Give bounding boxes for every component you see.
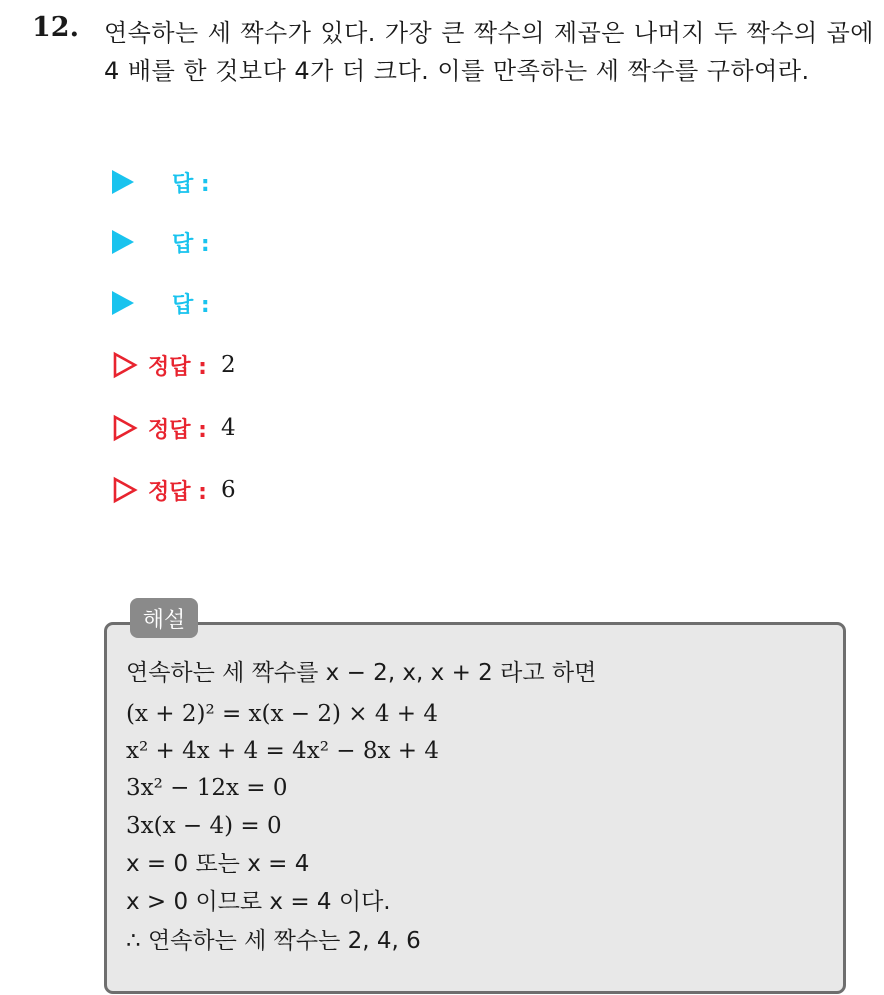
correct-answer-label: 정답 : <box>148 417 207 443</box>
correct-answer-row <box>112 347 236 383</box>
answer-row[interactable] <box>112 285 210 321</box>
question-number: 12. <box>32 12 79 43</box>
explanation-tab: 해설 <box>130 598 198 638</box>
outline-triangle-icon <box>112 476 138 504</box>
solution-line: x = 0 또는 x = 4 <box>126 851 310 877</box>
play-icon <box>112 291 134 315</box>
correct-answer-row <box>112 472 236 508</box>
answer-row[interactable] <box>112 164 210 200</box>
question-text: 연속하는 세 짝수가 있다. 가장 큰 짝수의 제곱은 나머지 두 짝수의 곱에 4 배를 한 것보다 4가 더 크다. 이를 만족하는 세 짝수를 구하여라. <box>104 19 874 85</box>
outline-triangle-icon <box>112 351 138 379</box>
solution-line: 3x² − 12x = 0 <box>126 775 288 801</box>
correct-answer-value: 4 <box>220 415 236 441</box>
correct-answer-value: 6 <box>220 477 236 503</box>
solution-line: 3x(x − 4) = 0 <box>126 813 282 839</box>
solution-line: 연속하는 세 짝수를 x − 2, x, x + 2 라고 하면 <box>126 660 597 686</box>
correct-answer-label: 정답 : <box>148 479 207 505</box>
correct-answer-label: 정답 : <box>148 354 207 380</box>
correct-answer-row <box>112 410 236 446</box>
play-icon <box>112 170 134 194</box>
answer-label: 답 : <box>172 231 210 257</box>
solution-line: (x + 2)² = x(x − 2) × 4 + 4 <box>126 701 439 727</box>
answer-label: 답 : <box>172 292 210 318</box>
solution-line: ∴ 연속하는 세 짝수는 2, 4, 6 <box>126 928 421 954</box>
play-icon <box>112 230 134 254</box>
outline-triangle-icon <box>112 414 138 442</box>
correct-answer-value: 2 <box>220 352 236 378</box>
solution-line: x > 0 이므로 x = 4 이다. <box>126 889 391 915</box>
solution-line: x² + 4x + 4 = 4x² − 8x + 4 <box>126 738 439 764</box>
answer-row[interactable] <box>112 224 210 260</box>
answer-label: 답 : <box>172 171 210 197</box>
